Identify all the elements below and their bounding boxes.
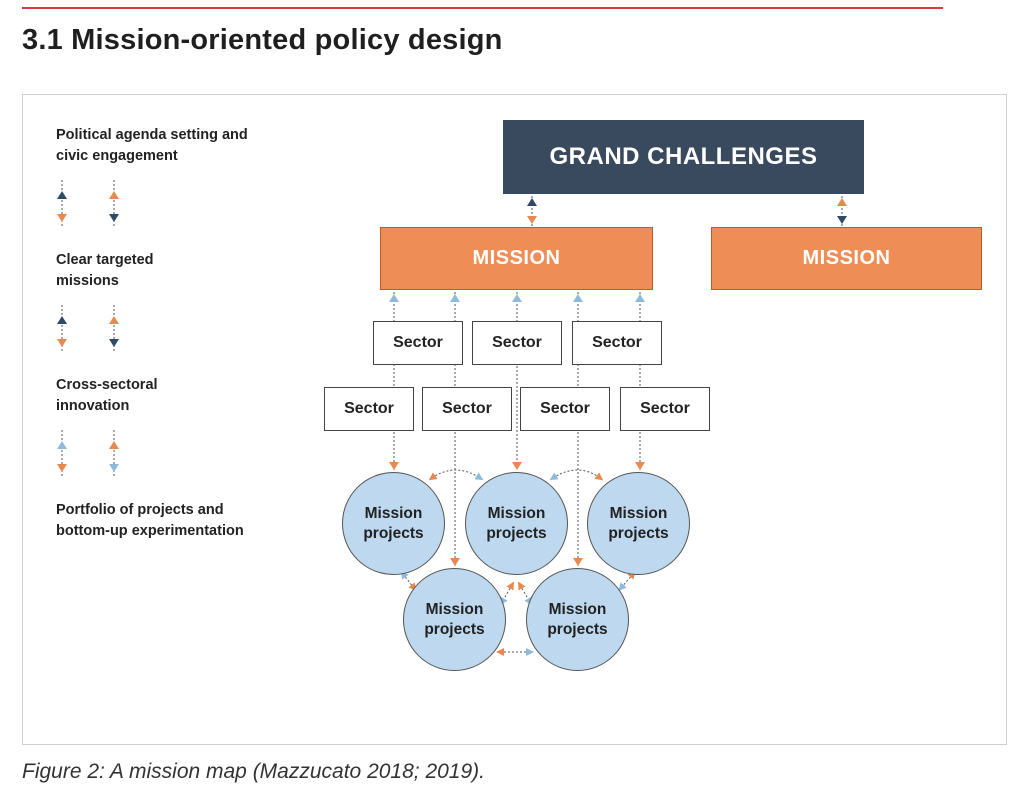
figure-caption: Figure 2: A mission map (Mazzucato 2018; 2019). bbox=[22, 760, 485, 783]
grand-to-mission-links bbox=[527, 196, 847, 226]
stage-label-portfolio: Portfolio of projects and bottom-up experimentation bbox=[56, 502, 244, 539]
stage-label-cross-sectoral: Cross-sectoral innovation bbox=[56, 377, 158, 414]
sector-box: Sector bbox=[620, 387, 710, 431]
grand-challenges-box: GRAND CHALLENGES bbox=[503, 120, 864, 194]
sector-box: Sector bbox=[373, 321, 463, 365]
sector-box: Sector bbox=[324, 387, 414, 431]
legend-arrows-3 bbox=[57, 430, 119, 476]
sector-box: Sector bbox=[572, 321, 662, 365]
mission-projects-circle: Mission projects bbox=[465, 472, 568, 575]
mission-projects-circle: Mission projects bbox=[403, 568, 506, 671]
stage-label-missions: Clear targeted missions bbox=[56, 252, 154, 289]
mission-box-secondary: MISSION bbox=[711, 227, 982, 290]
sector-box: Sector bbox=[422, 387, 512, 431]
sector-box: Sector bbox=[472, 321, 562, 365]
legend-arrows-1 bbox=[57, 180, 119, 226]
legend-arrows-2 bbox=[57, 305, 119, 351]
section-title: 3.1 Mission-oriented policy design bbox=[22, 24, 503, 56]
mission-box-primary: MISSION bbox=[380, 227, 653, 290]
mission-projects-circle: Mission projects bbox=[342, 472, 445, 575]
sector-box: Sector bbox=[520, 387, 610, 431]
mission-projects-circle: Mission projects bbox=[587, 472, 690, 575]
mission-projects-circle: Mission projects bbox=[526, 568, 629, 671]
stage-label-political: Political agenda setting and civic engagement bbox=[56, 127, 248, 164]
